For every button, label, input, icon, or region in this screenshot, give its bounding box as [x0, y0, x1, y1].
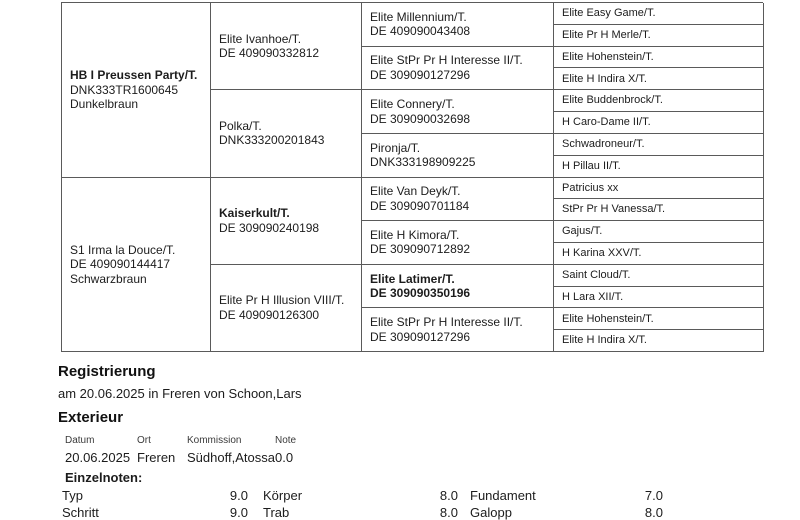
registrierung-heading: Registrierung — [58, 363, 156, 380]
horse-reg-number: DE 409090332812 — [219, 46, 320, 61]
horse-name: Elite Hohenstein/T. — [562, 50, 654, 63]
score-group — [62, 488, 248, 503]
pedigree-cell-ancestor — [554, 3, 764, 25]
score-value: 9.0 — [229, 505, 248, 520]
pedigree-cell-horse — [62, 178, 211, 353]
pedigree-cell-ancestor — [362, 47, 554, 91]
horse-color: Dunkelbraun — [70, 97, 139, 111]
exterieur-heading: Exterieur — [58, 409, 124, 426]
col-header-ort: Ort — [137, 435, 151, 446]
score-row — [62, 488, 672, 503]
score-value: 8.0 — [439, 488, 458, 503]
horse-reg-number: DE 309090350196 — [370, 286, 471, 301]
pedigree-cell-sire — [211, 3, 362, 90]
col-header-datum: Datum — [65, 435, 95, 446]
horse-name: H Caro-Dame II/T. — [562, 116, 651, 129]
horse-name: Kaiserkult/T. — [219, 206, 290, 221]
einzelnoten-heading: Einzelnoten: — [65, 470, 143, 485]
pedigree-cell-ancestor — [362, 3, 554, 47]
horse-reg-number: DE 309090127296 — [370, 329, 471, 344]
horse-name: Elite Van Deyk/T. — [370, 184, 461, 199]
pedigree-cell-ancestor — [554, 134, 764, 156]
score-value: 7.0 — [644, 488, 663, 503]
pedigree-cell-ancestor — [554, 68, 764, 90]
horse-name: Elite Buddenbrock/T. — [562, 94, 663, 107]
horse-name: Elite Millennium/T. — [370, 9, 467, 24]
score-group — [263, 488, 458, 503]
pedigree-cell-ancestor — [554, 287, 764, 309]
pedigree-cell-sire — [211, 178, 362, 265]
horse-name: H Pillau II/T. — [562, 159, 621, 172]
registrierung-details: am 20.06.2025 in Freren von Schoon,Lars — [58, 386, 302, 401]
pedigree-cell-ancestor — [554, 178, 764, 200]
horse-name: Elite StPr Pr H Interesse II/T. — [370, 53, 523, 68]
pedigree-cell-ancestor — [554, 156, 764, 178]
score-label: Körper — [263, 488, 303, 503]
horse-name: Saint Cloud/T. — [562, 268, 631, 281]
score-label: Schritt — [62, 505, 99, 520]
exterieur-kommission-value: Südhoff,Atossa — [187, 450, 275, 465]
horse-name: Schwadroneur/T. — [562, 138, 645, 151]
horse-name: Elite H Kimora/T. — [370, 227, 460, 242]
horse-name: Elite Easy Game/T. — [562, 7, 656, 20]
horse-name: S1 Irma la Douce/T. — [70, 242, 176, 257]
pedigree-cell-dam — [211, 90, 362, 177]
horse-reg-number: DE 309090712892 — [370, 242, 471, 257]
horse-reg-number: DE 309090032698 — [370, 111, 471, 126]
horse-name: Elite H Indira X/T. — [562, 334, 647, 347]
col-header-note: Note — [275, 435, 297, 446]
score-group — [470, 505, 663, 520]
pedigree-cell-ancestor — [554, 221, 764, 243]
pedigree-cell-ancestor — [362, 265, 554, 309]
horse-reg-number: DNK333TR1600645 — [70, 82, 179, 97]
pedigree-cell-ancestor — [362, 178, 554, 222]
horse-name: Polka/T. — [219, 118, 262, 133]
horse-name: Elite Pr H Merle/T. — [562, 28, 651, 41]
horse-name: Elite Pr H Illusion VIII/T. — [219, 293, 345, 308]
score-label: Galopp — [470, 505, 512, 520]
exterieur-note-value: 0.0 — [275, 450, 294, 465]
exterieur-ort-value: Freren — [137, 450, 176, 465]
horse-name: H Lara XII/T. — [562, 290, 624, 303]
score-label: Typ — [62, 488, 83, 503]
horse-name: Elite StPr Pr H Interesse II/T. — [370, 315, 523, 330]
pedigree-cell-ancestor — [362, 308, 554, 352]
horse-name: H Karina XXV/T. — [562, 247, 642, 260]
pedigree-cell-ancestor — [554, 199, 764, 221]
score-value: 8.0 — [644, 505, 663, 520]
pedigree-cell-ancestor — [554, 47, 764, 69]
horse-reg-number: DE 409090126300 — [219, 307, 320, 322]
pedigree-table — [61, 2, 763, 352]
horse-reg-number: DNK333198909225 — [370, 155, 476, 170]
pedigree-cell-dam — [211, 265, 362, 352]
score-group — [263, 505, 458, 520]
pedigree-cell-ancestor — [554, 308, 764, 330]
exterieur-table-value-row — [65, 450, 425, 465]
horse-name: Gajus/T. — [562, 225, 603, 238]
col-header-kommission: Kommission — [187, 435, 242, 446]
pedigree-cell-ancestor — [554, 265, 764, 287]
horse-color: Schwarzbraun — [70, 271, 147, 286]
score-value: 9.0 — [229, 488, 248, 503]
pedigree-cell-ancestor — [554, 243, 764, 265]
score-value: 8.0 — [439, 505, 458, 520]
horse-reg-number: DNK333200201843 — [219, 133, 325, 148]
pedigree-cell-ancestor — [362, 90, 554, 134]
score-group — [470, 488, 663, 503]
horse-name: Patricius xx — [562, 181, 619, 194]
score-row — [62, 505, 672, 520]
horse-reg-number: DE 309090701184 — [370, 198, 470, 213]
horse-name: Elite Ivanhoe/T. — [219, 31, 302, 46]
horse-name: HB I Preussen Party/T. — [70, 68, 198, 82]
horse-name: Elite H Indira X/T. — [562, 72, 647, 85]
score-label: Fundament — [470, 488, 536, 503]
horse-reg-number: DE 309090240198 — [219, 220, 320, 235]
exterieur-table-header-row — [65, 435, 425, 447]
horse-name: Elite Connery/T. — [370, 97, 455, 112]
pedigree-cell-ancestor — [362, 134, 554, 178]
score-label: Trab — [263, 505, 290, 520]
exterieur-datum-value: 20.06.2025 — [65, 450, 131, 465]
pedigree-cell-ancestor — [554, 25, 764, 47]
horse-name: Elite Hohenstein/T. — [562, 312, 654, 325]
horse-name: StPr Pr H Vanessa/T. — [562, 203, 666, 216]
horse-reg-number: DE 309090127296 — [370, 67, 471, 82]
pedigree-cell-horse — [62, 3, 211, 178]
horse-reg-number: DE 409090043408 — [370, 24, 471, 39]
pedigree-cell-ancestor — [362, 221, 554, 265]
horse-reg-number: DE 409090144417 — [70, 257, 171, 271]
pedigree-cell-ancestor — [554, 112, 764, 134]
pedigree-cell-ancestor — [554, 90, 764, 112]
score-group — [62, 505, 248, 520]
pedigree-cell-ancestor — [554, 330, 764, 352]
horse-name: Elite Latimer/T. — [370, 271, 455, 286]
horse-name: Pironja/T. — [370, 140, 421, 155]
